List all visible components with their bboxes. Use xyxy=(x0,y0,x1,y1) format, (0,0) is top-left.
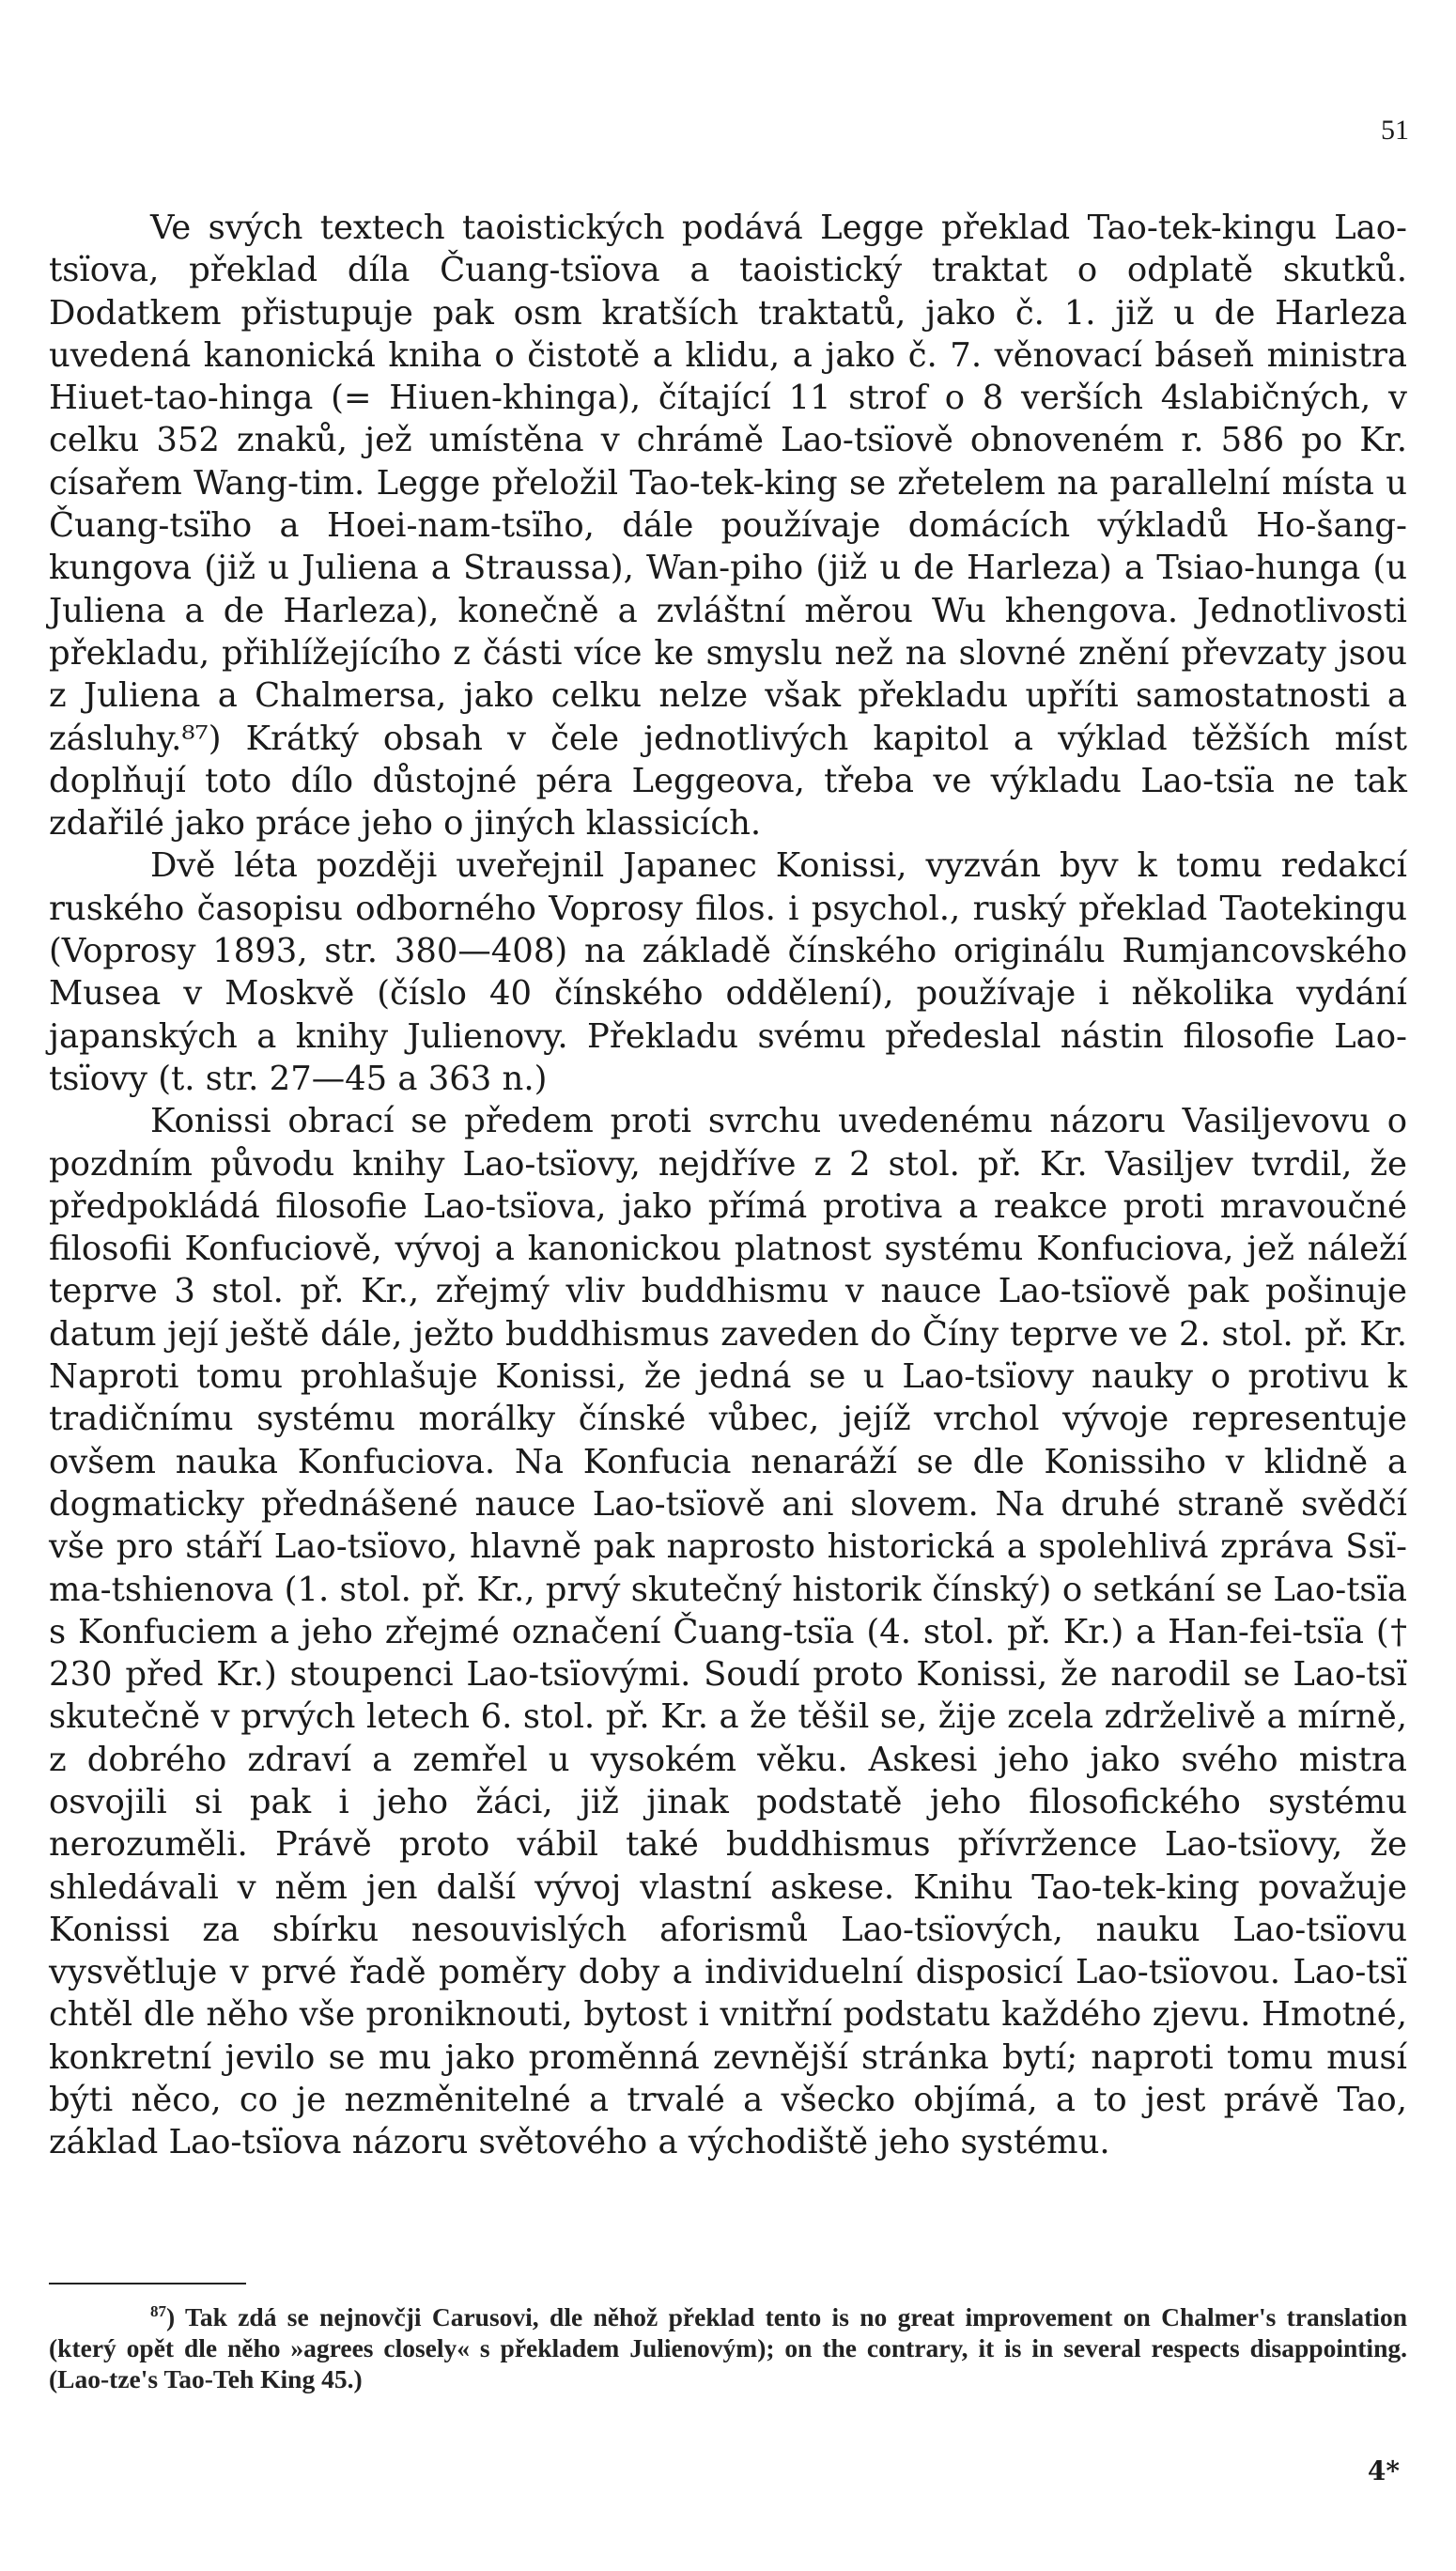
page-number: 51 xyxy=(1381,115,1409,146)
footnote xyxy=(49,2296,1407,2394)
body-text xyxy=(49,207,1407,2164)
footnote-mark: 87 xyxy=(150,2302,166,2320)
footnote-rule xyxy=(49,2283,246,2284)
signature-mark: 4* xyxy=(1367,2455,1400,2486)
paragraph: Ve svých textech taoistických podává Legge překlad Tao-tek-kingu Lao-tsïova, překlad díla Čuang-tsïova a taoistický traktat o odplatě skutků. Dodatkem přistupuje pak osm kratších traktatů, jako č. 1. již u de Harleza uvedená kanonická kniha o čistotě a klidu, a jako č. 7. věnovací báseň ministra Hiuet-tao-hinga (= Hiuen-khinga), čítající 11 strof o 8 verších 4slabičných, v celku 352 znaků, jež umístěna v chrámě Lao-tsïově obnoveném r. 586 po Kr. císařem Wang-tim. Legge přeložil Tao-tek-king se zřetelem na parallelní místa u Čuang-tsïho a Hoei-nam-tsïho, dále používaje domácích výkladů Ho-šang-kungova (již u Juliena a Straussa), Wan-piho (již u de Harleza) a Tsiao-hunga (u Juliena a de Harleza), konečně a zvláštní měrou Wu khengova. Jednotlivosti překladu, přihlížejícího z části více ke smyslu než na slovné znění převzaty jsou z Juliena a Chalmersa, jako celku nelze však překladu upříti samostatnosti a zásluhy.⁸⁷) Krátký obsah v čele jednotlivých kapitol a výklad těžších míst doplňují toto dílo důstojné péra Leggeova, třeba ve výkladu Lao-tsïa ne tak zdařilé jako práce jeho o jiných klassicích. xyxy=(49,209,1407,844)
footnote-text: ) Tak zdá se nejnovčji Carusovi, dle něhož překlad tento is no great improvement on Chalmer's translation (který opět dle něho »agrees closely« s překladem Julienovým); on the contrary, it is in several respects disappointing. (Lao-tze's Tao-Teh King 45.) xyxy=(49,2302,1407,2394)
paragraph: Dvě léta později uveřejnil Japanec Konissi, vyzván byv k tomu redakcí ruského časopisu odborného Voprosy filos. i psychol., ruský překlad Taotekingu (Voprosy 1893, str. 380—408) na základě čínského originálu Rumjancovského Musea v Moskvě (číslo 40 čínského oddělení), používaje i několika vydání japanských a knihy Julienovy. Překladu svému předeslal nástin filosofie Lao-tsïovy (t. str. 27—45 a 363 n.) xyxy=(49,846,1407,1098)
paragraph: Konissi obrací se předem proti svrchu uvedenému názoru Vasiljevovu o pozdním původu knihy Lao-tsïovy, nejdříve z 2 stol. př. Kr. Vasiljev tvrdil, že předpokládá filosofie Lao-tsïova, jako přímá protiva a reakce proti mravoučné filosofii Konfuciově, vývoj a kanonickou platnost systému Konfuciova, jež náleží teprve 3 stol. př. Kr., zřejmý vliv buddhismu v nauce Lao-tsïově pak pošinuje datum její ještě dále, ježto buddhismus zaveden do Číny teprve ve 2. stol. př. Kr. Naproti tomu prohlašuje Konissi, že jedná se u Lao-tsïovy nauky o protivu k tradičnímu systému morálky čínské vůbec, jejíž vrchol vývoje representuje ovšem nauka Konfuciova. Na Konfucia nenaráží se dle Konissiho v klidně a dogmaticky přednášené nauce Lao-tsïově ani slovem. Na druhé straně svědčí vše pro stáří Lao-tsïovo, hlavně pak naprosto historická a spolehlivá zpráva Ssï-ma-tshienova (1. stol. př. Kr., prvý skutečný historik čínský) o setkání se Lao-tsïa s Konfuciem a jeho zřejmé označení Čuang-tsïa (4. stol. př. Kr.) a Han-fei-tsïa († 230 před Kr.) stoupenci Lao-tsïovými. Soudí proto Konissi, že narodil se Lao-tsï skutečně v prvých letech 6. stol. př. Kr. a že těšil se, žije zcela zdrželivě a mírně, z dobrého zdraví a zemřel u vysokém věku. Askesi jeho jako svého mistra osvojili si pak i jeho žáci, již jinak podstatě jeho filosofického systému nerozuměli. Právě proto vábil také buddhismus přívržence Lao-tsïovy, že shledávali v něm jen další vývoj vlastní askese. Knihu Tao-tek-king považuje Konissi za sbírku nesouvislých aforismů Lao-tsïových, nauku Lao-tsïovu vysvětluje v prvé řadě poměry doby a individuelní disposicí Lao-tsïovou. Lao-tsï chtěl dle něho vše proniknouti, bytost i vnitřní podstatu každého zjevu. Hmotné, konkretní jevilo se mu jako proměnná zevnější stránka bytí; naproti tomu musí býti něco, co je nezměnitelné a trvalé a všecko objímá, a to jest právě Tao, základ Lao-tsïova názoru světového a východiště jeho systému. xyxy=(49,1102,1407,2162)
